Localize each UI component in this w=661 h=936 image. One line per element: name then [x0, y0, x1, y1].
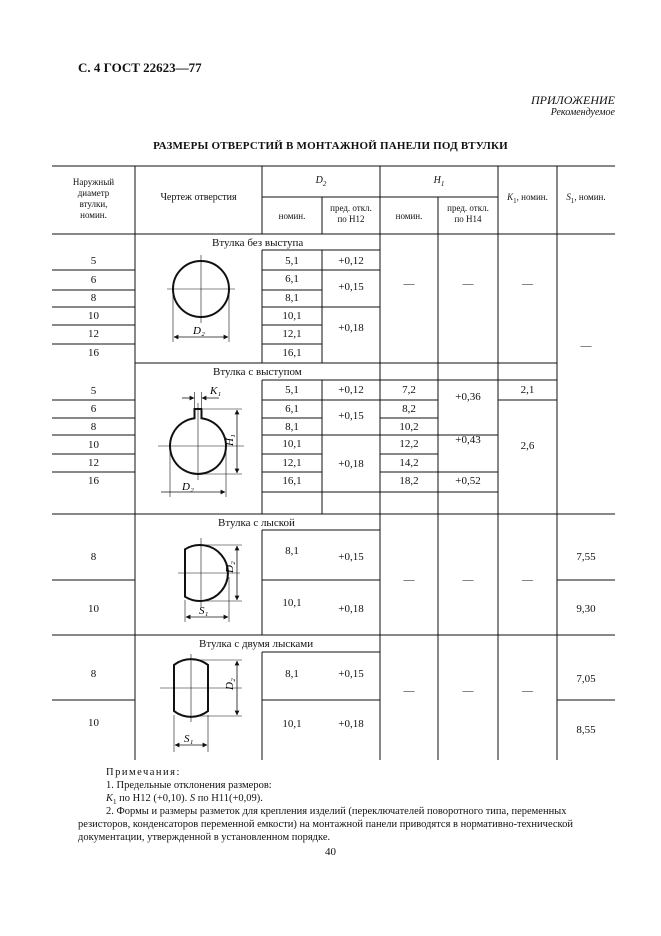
cell-h1: 7,2 [402, 384, 416, 396]
header-d2 [262, 175, 380, 190]
header-drawing: Чертеж отверстия [160, 192, 237, 203]
cell-outer-d: 8 [90, 551, 97, 563]
cell-k1: — [522, 574, 533, 586]
drawing-label-s1: S₁ [184, 733, 194, 745]
drawing-label-d2: D₂ [224, 678, 236, 690]
cell-outer-d: 16 [88, 347, 99, 359]
note-k-letter: K [106, 793, 114, 804]
note-k-sub: 1 [113, 798, 117, 807]
header-line: по H12 [337, 214, 365, 224]
header-d2-nomin: номин. [278, 211, 306, 221]
cell-outer-d: 10 [88, 310, 99, 322]
cell-h1: 18,2 [399, 475, 419, 487]
cell-outer-d: 12 [88, 328, 99, 340]
table-title: РАЗМЕРЫ ОТВЕРСТИЙ В МОНТАЖНОЙ ПАНЕЛИ ПОД ВТУЛКИ [153, 140, 508, 152]
cell-h1: — [403, 574, 415, 586]
cell-k1: 2,1 [520, 384, 535, 396]
cell-outer-d: 8 [90, 668, 97, 680]
page-header: С. 4 ГОСТ 22623—77 [78, 60, 202, 75]
h1-letter: H [433, 175, 441, 186]
cell-k1: 2,6 [520, 440, 535, 452]
note-1b [106, 793, 263, 806]
header-line: по H14 [454, 214, 482, 224]
header-line: Наружный [72, 177, 115, 187]
cell-d2-tol: +0,12 [338, 255, 364, 267]
cell-outer-d: 10 [88, 717, 99, 729]
page-number: 40 [325, 846, 336, 858]
drawing-label-k1: K₁ [210, 385, 222, 397]
cell-outer-d: 16 [88, 475, 99, 487]
cell-d2-tol: +0,15 [338, 410, 364, 422]
section-title: Втулка с лыской [218, 517, 295, 529]
cell-d2: 10,1 [282, 438, 302, 450]
header-h1-tol [438, 203, 498, 225]
cell-outer-d: 5 [90, 255, 97, 267]
header-h1 [380, 175, 498, 190]
cell-d2: 6,1 [285, 273, 299, 285]
cell-h1: — [403, 685, 415, 697]
cell-h1-tol: — [462, 685, 474, 697]
header-k1 [498, 192, 557, 207]
cell-d2-tol: +0,15 [338, 551, 364, 563]
cell-h1-tol: — [462, 574, 474, 586]
cell-d2-tol: +0,18 [338, 458, 364, 470]
cell-d2: 8,1 [285, 668, 299, 680]
drawing-label-d2: D₂ [193, 325, 205, 337]
cell-outer-d: 8 [90, 292, 97, 304]
cell-outer-d: 10 [88, 603, 99, 615]
cell-d2-tol: +0,18 [338, 322, 364, 334]
section-title: Втулка без выступа [212, 237, 304, 249]
cell-d2: 10,1 [282, 310, 302, 322]
h1-sub: 1 [440, 180, 445, 188]
cell-d2: 12,1 [282, 457, 302, 469]
cell-outer-d: 8 [90, 421, 97, 433]
header-line: пред. откл. [330, 203, 372, 213]
k1-sub: 1 [513, 196, 517, 205]
cell-h1: 8,2 [402, 403, 416, 415]
header-line: диаметр [77, 188, 110, 198]
k1-suffix: , номин. [516, 192, 548, 202]
cell-h1: 12,2 [399, 438, 419, 450]
cell-d2: 8,1 [285, 292, 299, 304]
cell-d2: 10,1 [282, 597, 302, 609]
s1-sub: 1 [570, 196, 575, 205]
cell-d2: 12,1 [282, 328, 302, 340]
cell-s1: — [580, 340, 592, 352]
header-line: пред. откл. [447, 203, 489, 213]
cell-outer-d: 6 [90, 403, 97, 415]
drawing-label-d2: D₂ [182, 481, 194, 493]
cell-outer-d: 12 [88, 457, 99, 469]
cell-d2: 5,1 [285, 384, 299, 396]
notes-heading: Примечания: [106, 767, 181, 778]
cell-d2: 8,1 [285, 421, 299, 433]
cell-s1: 7,05 [576, 673, 596, 685]
s1-suffix: , номин. [574, 192, 606, 202]
cell-d2-tol: +0,12 [338, 384, 364, 396]
cell-h1-tol: +0,36 [455, 391, 481, 403]
cell-d2: 16,1 [282, 347, 302, 359]
cell-d2-tol: +0,18 [338, 603, 364, 615]
k1-letter: K [507, 192, 514, 202]
d2-letter: D [315, 175, 323, 186]
cell-d2: 8,1 [285, 545, 299, 557]
cell-h1-tol: — [462, 278, 474, 290]
drawing-label-d2: D₂ [224, 561, 236, 573]
cell-outer-d: 5 [90, 385, 97, 397]
header-h1-nomin: номин. [395, 211, 423, 221]
appendix-subtitle: Рекомендуемое [550, 107, 615, 118]
header-outer-diameter [52, 177, 135, 221]
cell-s1: 9,30 [576, 603, 596, 615]
drawing-label-h1: H₁ [224, 434, 236, 446]
cell-d2-tol: +0,15 [338, 281, 364, 293]
note-1: 1. Предельные отклонения размеров: [106, 780, 272, 791]
cell-s1: 7,55 [576, 551, 596, 563]
header-line: номин. [80, 210, 107, 220]
cell-s1: 8,55 [576, 724, 596, 736]
d2-sub: 2 [322, 180, 327, 188]
header-line: втулки, [79, 199, 108, 209]
note-2-line-2: резисторов, конденсаторов переменной емкости) на монтажной панели приводятся в нормативно-технической [78, 819, 573, 830]
s1-letter: S [566, 192, 571, 202]
cell-k1: — [522, 278, 533, 290]
cell-d2: 5,1 [285, 255, 299, 267]
cell-h1: 10,2 [399, 421, 419, 433]
cell-d2: 6,1 [285, 403, 299, 415]
header-s1 [557, 192, 615, 207]
header-d2-tol [322, 203, 380, 225]
note-mid: по H12 (+0,10). [116, 793, 190, 804]
note-2-line-3: документации, утвержденной в установленном порядке. [78, 832, 331, 843]
note-2-line-1: 2. Формы и размеры разметок для крепления изделий (переключателей поворотного типа, переменных [106, 806, 567, 817]
cell-h1-tol: +0,52 [455, 475, 481, 487]
cell-h1: 14,2 [399, 457, 419, 469]
note-s-letter: S [189, 793, 196, 804]
cell-d2-tol: +0,18 [338, 718, 364, 730]
cell-outer-d: 10 [88, 439, 99, 451]
appendix-title: ПРИЛОЖЕНИЕ [531, 93, 615, 107]
cell-d2: 10,1 [282, 718, 302, 730]
section-title: Втулка с двумя лысками [199, 638, 314, 650]
cell-h1-tol: +0,43 [455, 434, 481, 446]
section-title: Втулка с выступом [213, 366, 302, 378]
cell-outer-d: 6 [90, 274, 97, 286]
cell-k1: — [522, 685, 533, 697]
cell-d2: 16,1 [282, 475, 302, 487]
cell-d2-tol: +0,15 [338, 668, 364, 680]
drawing-label-s1: S₁ [199, 605, 209, 617]
note-end: по H11(+0,09). [195, 793, 263, 804]
cell-h1: — [403, 278, 415, 290]
